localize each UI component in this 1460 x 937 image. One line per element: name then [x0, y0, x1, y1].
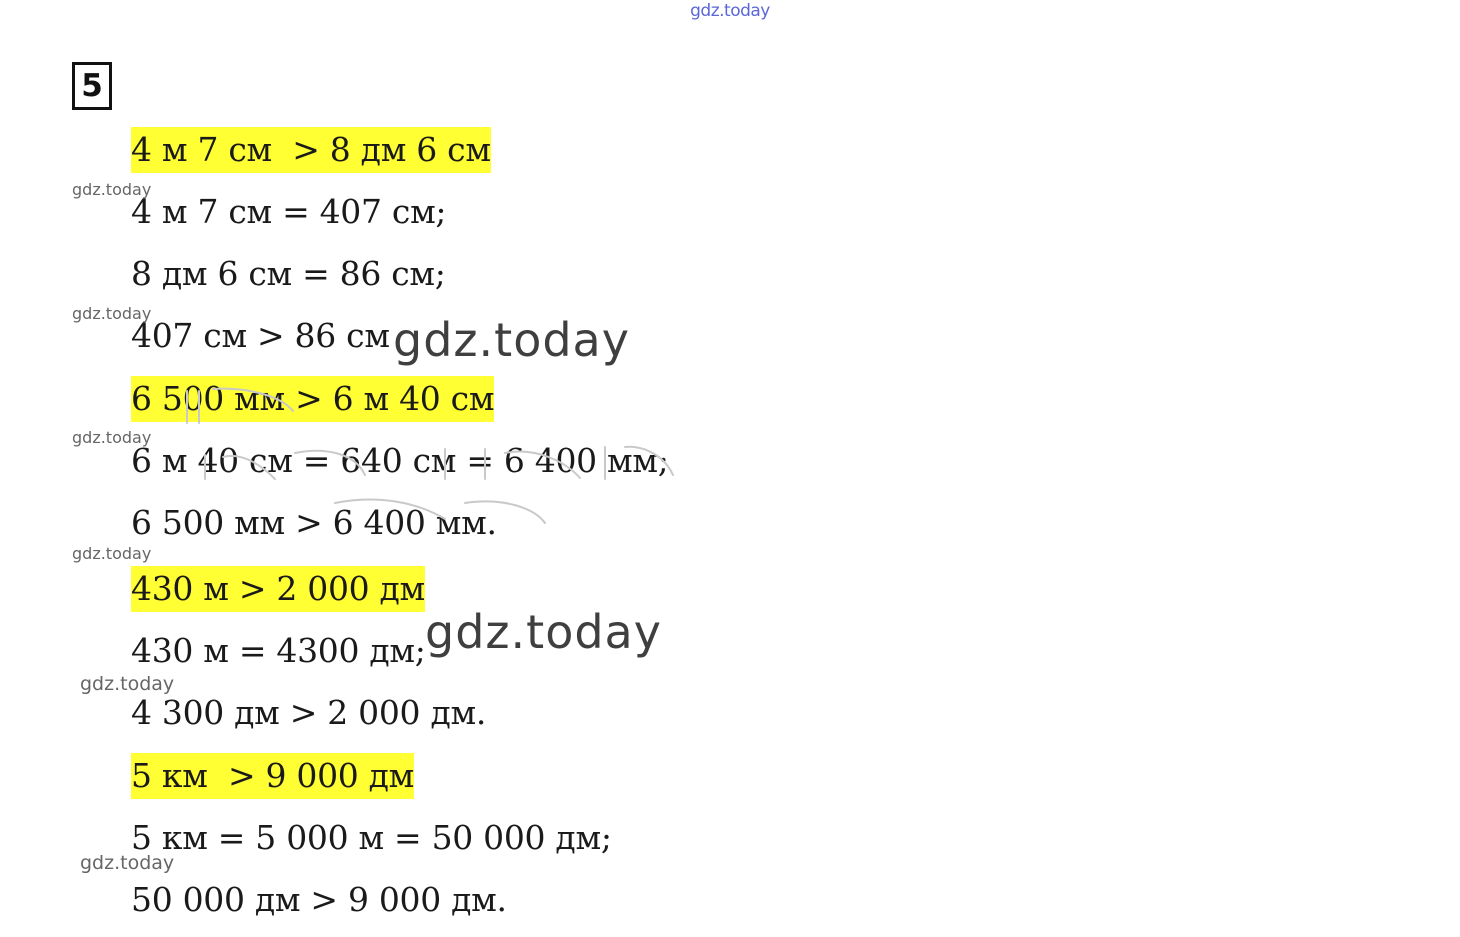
solution-line: 5 км = 5 000 м = 50 000 дм; [131, 818, 612, 857]
watermark-small: gdz.today [72, 428, 152, 447]
solution-line: 50 000 дм > 9 000 дм. [131, 880, 507, 919]
watermark-large: gdz.today [393, 313, 630, 367]
watermark-small: gdz.today [72, 304, 152, 323]
watermark-small: gdz.today [80, 673, 175, 695]
solution-line: 6 500 мм > 6 400 мм. [131, 503, 497, 542]
comparison-line: 5 км > 9 000 дм [131, 753, 414, 799]
task-number-box [72, 62, 112, 110]
watermark-large: gdz.today [425, 605, 662, 659]
comparison-line: 430 м > 2 000 дм [131, 566, 425, 612]
task-number: 5 [81, 67, 103, 104]
solution-line: 8 дм 6 см = 86 см; [131, 254, 446, 293]
solution-line: 407 см > 86 см [131, 316, 390, 355]
solution-line: 4 300 дм > 2 000 дм. [131, 693, 487, 732]
solution-line: 430 м = 4300 дм; [131, 631, 426, 670]
header-watermark: gdz.today [690, 1, 770, 21]
comparison-line: 4 м 7 см > 8 дм 6 см [131, 127, 491, 173]
watermark-small: gdz.today [72, 544, 152, 563]
solution-line: 4 м 7 см = 407 см; [131, 192, 447, 231]
solution-line: 6 м 40 см = 640 см = 6 400 мм; [131, 441, 669, 480]
comparison-line: 6 500 мм > 6 м 40 см [131, 376, 494, 422]
watermark-small: gdz.today [72, 180, 152, 199]
watermark-small: gdz.today [80, 852, 175, 874]
